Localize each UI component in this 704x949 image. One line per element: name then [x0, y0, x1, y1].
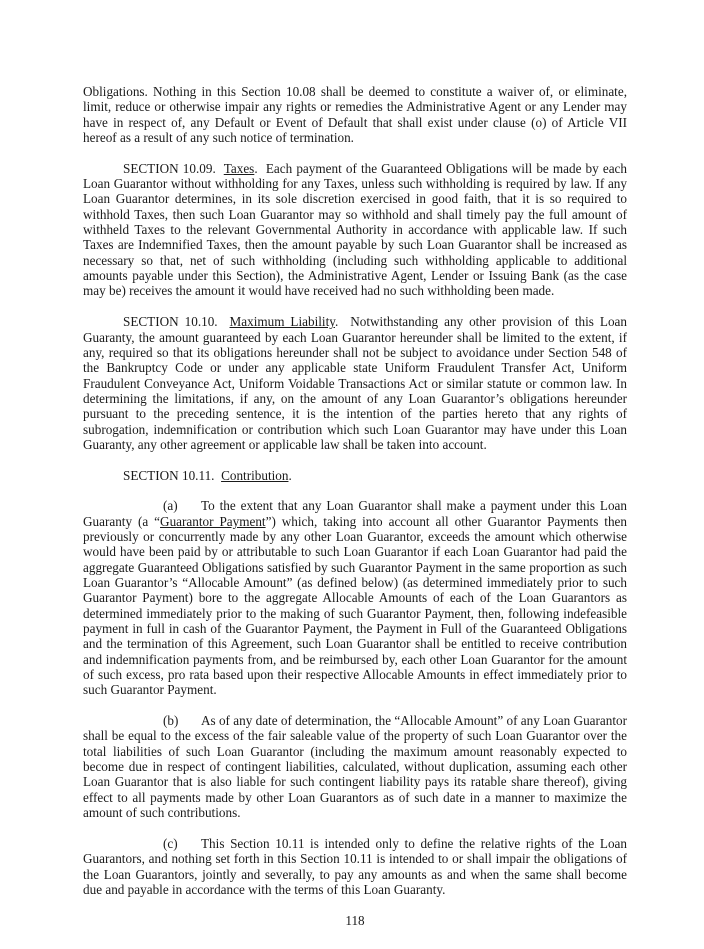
- clause-label: (a): [163, 498, 178, 514]
- section-body: Each payment of the Guaranteed Obligations will be made by each Loan Guarantor without withholding for any Taxes, unless such withholding is required by law. If any Loan Guarantor determines, in its sole discretion exercised in good faith, that it is so required to withhold Taxes, then such Loan Guarantor may so withhold and shall timely pay the full amount of withheld Taxes to the relevant Governmental Authority in accordance with applicable law. If such Taxes are Indemnified Taxes, then the amount payable by such Loan Guarantor shall be increased as necessary so that, net of such withholding (including such withholding applicable to additional amounts payable under this Section), the Administrative Agent, Lender or Issuing Bank (as the case may be) receives the amount it would have received had no such withholding been made.: [83, 160, 627, 299]
- clause-text: As of any date of determination, the “Allocable Amount” of any Loan Guarantor shall be equal to the excess of the fair saleable value of the property of such Loan Guarantor over the total liabilities of such Loan Guarantor (including the maximum amount reasonably expected to become due in respect of contingent liabilities, calculated, without duplication, assuming each other Loan Guarantor that is also liable for such contingent liability pays its ratable share thereof), giving effect to all payments made by other Loan Guarantors as of such date in a manner to maximize the amount of such contributions.: [83, 713, 627, 821]
- section-10-11-heading: SECTION 10.11. Contribution.: [123, 467, 292, 483]
- clause-a: [83, 498, 627, 697]
- section-10-10: SECTION 10.10. Maximum Liability. Notwithstanding any other provision of this Loan Guaranty, the amount guaranteed by each Loan Guarantor hereunder shall be limited to the extent, if any, required so that its obligations hereunder shall not be subject to avoidance under Section 548 of the Bankruptcy Code or under any applicable state Uniform Fraudulent Transfer Act, Uniform Fraudulent Conveyance Act, Uniform Voidable Transactions Act or similar statute or common law. In determining the limitations, if any, on the amount of any Loan Guarantor’s obligations hereunder pursuant to the preceding sentence, it is the intention of the parties hereto that any rights of subrogation, indemnification or contribution which such Loan Guarantor may have under this Loan Guaranty, any other agreement or applicable law shall be taken into account.: [83, 314, 627, 452]
- section-number: SECTION 10.11.: [123, 467, 215, 483]
- clause-c: [83, 836, 627, 897]
- section-title: Taxes: [223, 160, 255, 176]
- clause-text: This Section 10.11 is intended only to define the relative rights of the Loan Guarantors, and nothing set forth in this Section 10.11 is intended to or shall impair the obligations of the Loan Guarantors, jointly and severally, to pay any amounts as and when the same shall become due and payable in accordance with the terms of this Loan Guaranty.: [83, 835, 627, 897]
- defined-term: Guarantor Payment: [160, 513, 266, 529]
- continuation-paragraph: Obligations. Nothing in this Section 10.08 shall be deemed to constitute a waiver of, or eliminate, limit, reduce or otherwise impair any rights or remedies the Administrative Agent or any Lender may have in respect of, any Default or Event of Default that shall exist under clause (o) of Article VII hereof as a result of any such notice of termination.: [83, 84, 627, 146]
- clause-text-pre: To the extent that any Loan Guarantor shall make a payment under this Loan Guaranty (a “: [83, 498, 627, 529]
- section-10-09: SECTION 10.09. Taxes. Each payment of the Guaranteed Obligations will be made by each Loan Guarantor without withholding for any Taxes, unless such withholding is required by law. If any Loan Guarantor determines, in its sole discretion exercised in good faith, that it is so required to withhold Taxes, then such Loan Guarantor may so withhold and shall timely pay the full amount of withheld Taxes to the relevant Governmental Authority in accordance with applicable law. If such Taxes are Indemnified Taxes, then the amount payable by such Loan Guarantor shall be increased as necessary so that, net of such withholding (including such withholding applicable to additional amounts payable under this Section), the Administrative Agent, Lender or Issuing Bank (as the case may be) receives the amount it would have received had no such withholding been made.: [83, 160, 627, 299]
- section-title: Contribution: [221, 467, 289, 483]
- section-number: SECTION 10.10.: [123, 314, 218, 330]
- section-title: Maximum Liability: [229, 314, 335, 330]
- clause-label: (b): [163, 713, 179, 729]
- section-number: SECTION 10.09.: [123, 160, 216, 176]
- clause-b: [83, 713, 627, 820]
- page-number: 118: [345, 913, 365, 929]
- clause-text-post: ”) which, taking into account all other Guarantor Payments then previously or concurrently made by any other Loan Guarantor, exceeds the amount which otherwise would have been paid by or attributable to such Loan Guarantor if each Loan Guarantor had paid the aggregate Guaranteed Obligations satisfied by such Guarantor Payment in the same proportion as such Loan Guarantor’s “Allocable Amount” (as defined below) (as determined immediately prior to such Guarantor Payment) bore to the aggregate Allocable Amounts of each of the Loan Guarantors as determined immediately prior to the making of such Guarantor Payment, then, following indefeasible payment in full in cash of the Guarantor Payment, the Payment in Full of the Guaranteed Obligations and the termination of this Agreement, such Loan Guarantor shall be entitled to receive contribution and indemnification payments from, and be reimbursed by, each other Loan Guarantor for the amount of such excess, pro rata based upon their respective Allocable Amounts in effect immediately prior to such Guarantor Payment.: [83, 513, 627, 698]
- section-body: Notwithstanding any other provision of this Loan Guaranty, the amount guaranteed by each Loan Guarantor hereunder shall be limited to the extent, if any, required so that its obligations hereunder shall not be subject to avoidance under Section 548 of the Bankruptcy Code or under any applicable state Uniform Fraudulent Transfer Act, Uniform Fraudulent Conveyance Act, Uniform Voidable Transactions Act or similar statute or common law. In determining the limitations, if any, on the amount of any Loan Guarantor’s obligations hereunder pursuant to the preceding sentence, it is the intention of the parties hereto that any rights of subrogation, indemnification or contribution which such Loan Guarantor may have under this Loan Guaranty, any other agreement or applicable law shall be taken into account.: [83, 314, 627, 452]
- clause-label: (c): [163, 835, 178, 851]
